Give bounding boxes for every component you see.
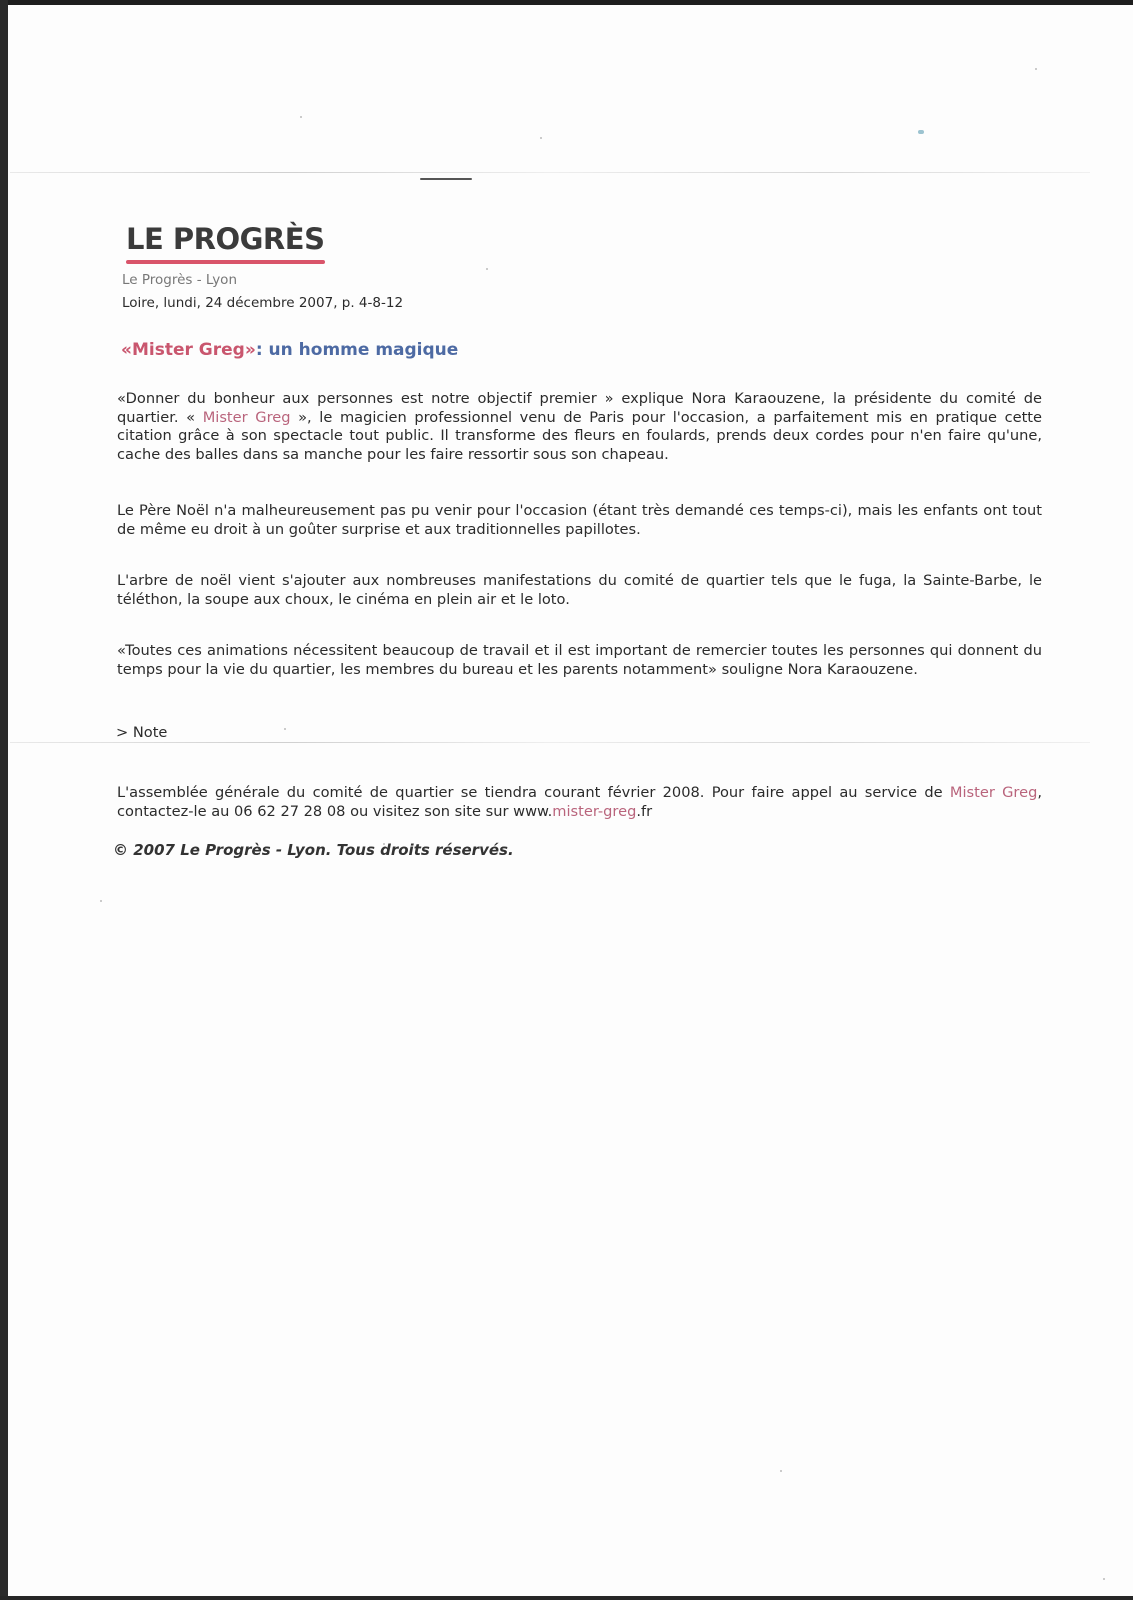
website-link[interactable]: mister-greg bbox=[552, 802, 637, 820]
scan-edge-left bbox=[0, 0, 8, 1600]
scan-edge-bottom bbox=[0, 1596, 1133, 1600]
scan-speck bbox=[1035, 68, 1037, 70]
paragraph-text: L'assemblée générale du comité de quartier se tiendra courant février 2008. Pour faire appel au service de bbox=[117, 784, 950, 801]
masthead-underline bbox=[126, 260, 325, 264]
paragraph-text: «Donner du bonheur aux personnes est notre objectif premier » explique Nora Karaouzene, la présidente du comité de quartier. « bbox=[117, 390, 1042, 426]
scan-speck bbox=[486, 268, 488, 270]
article-paragraph-1 bbox=[117, 390, 1042, 464]
article-dateline: Loire, lundi, 24 décembre 2007, p. 4-8-12 bbox=[122, 295, 404, 311]
mister-greg-link[interactable]: Mister Greg bbox=[949, 784, 1038, 801]
scan-speck bbox=[100, 900, 102, 902]
headline-close-quote: » bbox=[244, 340, 256, 360]
note-label: > Note bbox=[116, 724, 168, 741]
article-source: Le Progrès - Lyon bbox=[122, 272, 238, 288]
paragraph-text: , contactez-le au 06 62 27 28 08 ou visitez son site sur www. bbox=[117, 784, 1042, 820]
scan-speck bbox=[780, 1470, 782, 1472]
headline-highlight-name: Mister Greg bbox=[131, 340, 245, 360]
paragraph-text: .fr bbox=[636, 802, 653, 820]
paper-fold-top bbox=[10, 172, 1090, 173]
scan-edge-top bbox=[0, 0, 1133, 5]
article-paragraph-2: Le Père Noël n'a malheureusement pas pu venir pour l'occasion (étant très demandé ces temps-ci), mais les enfants ont tout de même eu droit à un goûter surprise et aux traditionnelles papillotes. bbox=[117, 502, 1042, 538]
scan-speck bbox=[918, 130, 924, 134]
article-paragraph-3: L'arbre de noël vient s'ajouter aux nombreuses manifestations du comité de quartier tels que le fuga, la Sainte-Barbe, le téléthon, la soupe aux choux, le cinéma en plein air et le loto. bbox=[117, 572, 1042, 608]
scan-speck bbox=[300, 116, 302, 118]
article-paragraph-4: «Toutes ces animations nécessitent beaucoup de travail et il est important de remercier toutes les personnes qui donnent du temps pour la vie du quartier, les membres du bureau et les parents notamment» souligne Nora Karaouzene. bbox=[117, 642, 1042, 678]
headline-text: : un homme magique bbox=[255, 340, 459, 360]
paragraph-text: », le magicien professionnel venu de Paris pour l'occasion, a parfaitement mis en pratique cette citation grâce à son spectacle tout public. Il transforme des fleurs en foulards, prends deux cordes pour n'en faire qu'une, cache des balles dans sa manche pour les faire ressortir sous son chapeau. bbox=[117, 408, 1043, 463]
article-headline bbox=[121, 338, 458, 362]
newspaper-masthead: LE PROGRÈS bbox=[126, 222, 325, 256]
copyright-notice: © 2007 Le Progrès - Lyon. Tous droits réservés. bbox=[113, 841, 514, 859]
scan-speck bbox=[1103, 1578, 1105, 1580]
headline-open-quote: « bbox=[121, 340, 132, 360]
paper-fold-mark bbox=[420, 178, 472, 180]
scan-speck bbox=[540, 137, 542, 139]
mister-greg-link[interactable]: Mister Greg bbox=[202, 408, 291, 426]
article-paragraph-5 bbox=[117, 784, 1042, 821]
